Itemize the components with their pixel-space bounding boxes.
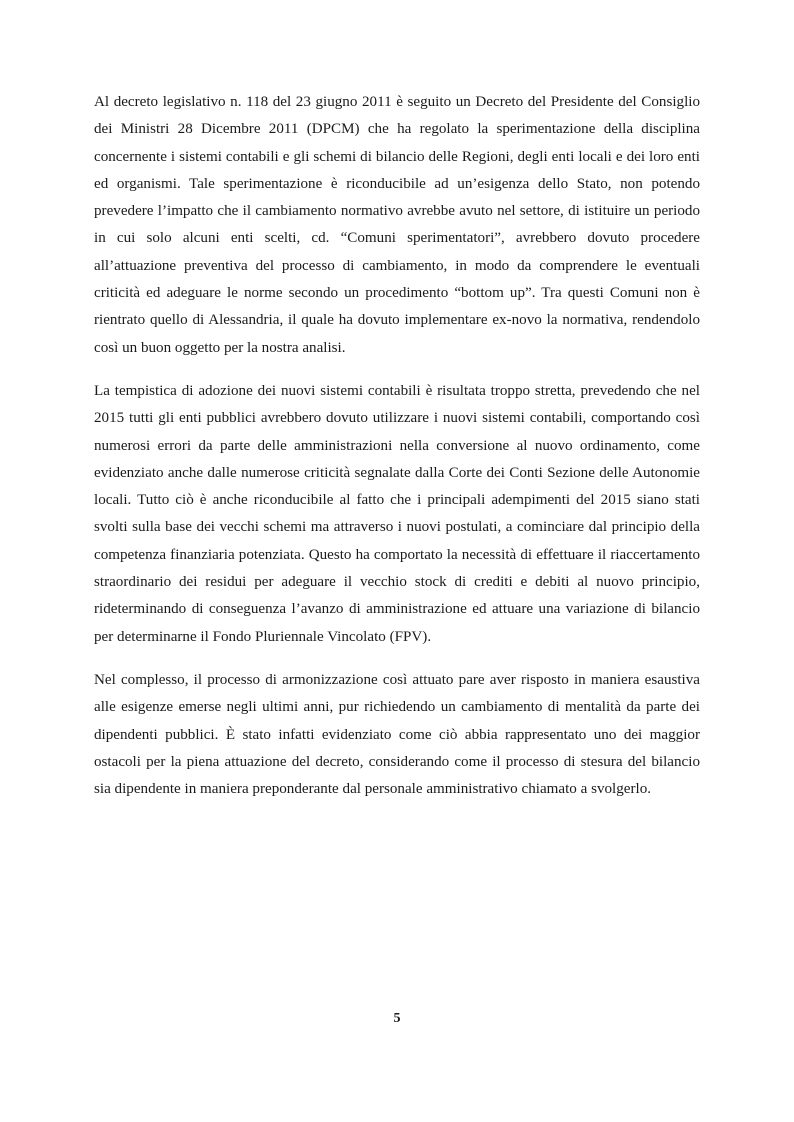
paragraph-3: Nel complesso, il processo di armonizzazione così attuato pare aver risposto in maniera esaustiva alle esigenze emerse negli ultimi anni, pur richiedendo un cambiamento di mentalità da parte dei dipendenti pubblici. È stato infatti evidenziato come ciò abbia rappresentato uno dei maggior ostacoli per la piena attuazione del decreto, considerando come il processo di stesura del bilancio sia dipendente in maniera preponderante dal personale amministrativo chiamato a svolgerlo. — [94, 671, 700, 798]
body-text — [94, 89, 700, 819]
paragraph-1: Al decreto legislativo n. 118 del 23 giugno 2011 è seguito un Decreto del Presidente del Consiglio dei Ministri 28 Dicembre 2011 (DPCM) che ha regolato la sperimentazione della disciplina concernente i sistemi contabili e gli schemi di bilancio delle Regioni, degli enti locali e dei loro enti ed organismi. Tale sperimentazione è riconducibile ad un’esigenza dello Stato, non potendo prevedere l’impatto che il cambiamento normativo avrebbe avuto nel settore, di istituire un periodo in cui solo alcuni enti scelti, cd. “Comuni sperimentatori”, avrebbero dovuto procedere all’attuazione preventiva del processo di cambiamento, in modo da comprendere le eventuali criticità ed adeguare le norme secondo un procedimento “bottom up”. Tra questi Comuni non è rientrato quello di Alessandria, il quale ha dovuto implementare ex-novo la normativa, rendendolo così un buon oggetto per la nostra analisi. — [94, 94, 700, 356]
page-number: 5 — [393, 1011, 401, 1026]
paragraph-2: La tempistica di adozione dei nuovi sistemi contabili è risultata troppo stretta, prevedendo che nel 2015 tutti gli enti pubblici avrebbero dovuto utilizzare i nuovi sistemi contabili, comportando così numerosi errori da parte delle amministrazioni nella conversione al nuovo ordinamento, come evidenziato anche dalle numerose criticità segnalate dalla Corte dei Conti Sezione delle Autonomie locali. Tutto ciò è anche riconducibile al fatto che i principali adempimenti del 2015 siano stati svolti sulla base dei vecchi schemi ma attraverso i nuovi postulati, a cominciare dal principio della competenza finanziaria potenziata. Questo ha comportato la necessità di effettuare il riaccertamento straordinario dei residui per adeguare il vecchio stock di crediti e debiti al nuovo principio, rideterminando di conseguenza l’avanzo di amministrazione ed attuare una variazione di bilancio per determinarne il Fondo Pluriennale Vincolato (FPV). — [94, 382, 700, 645]
